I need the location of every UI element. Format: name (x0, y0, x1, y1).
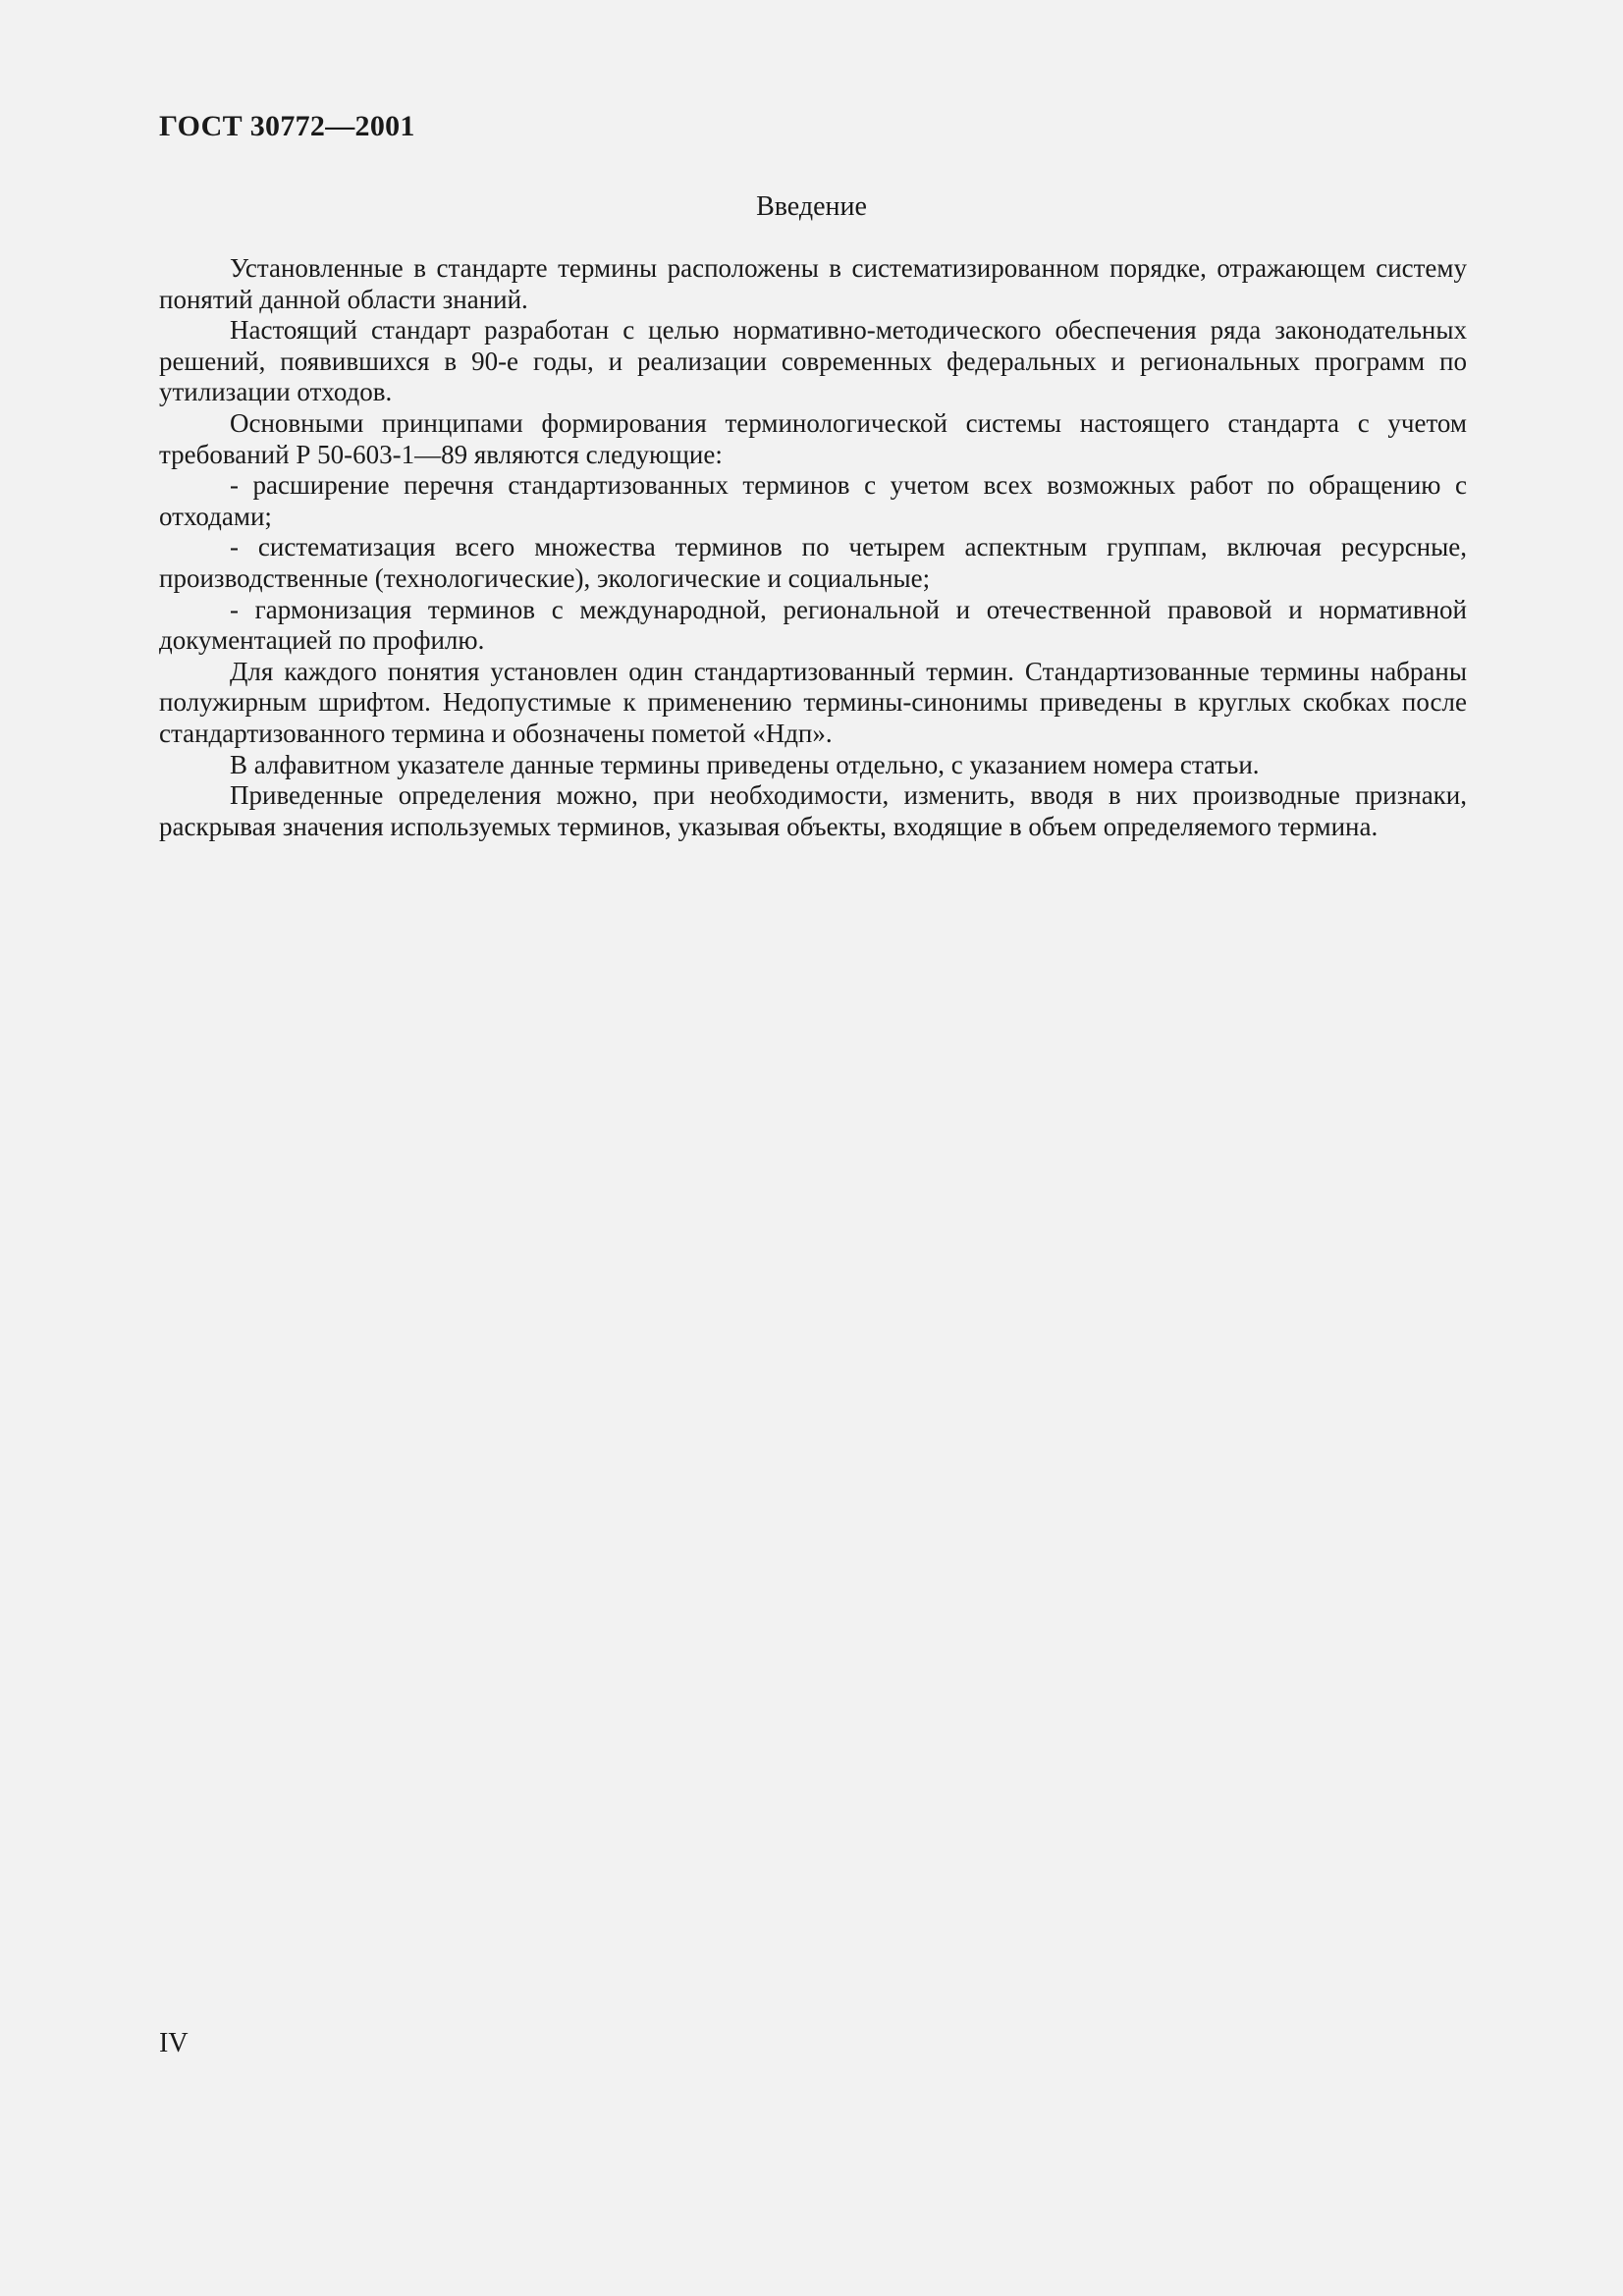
paragraph: В алфавитном указателе данные термины приведены отдельно, с указанием номера статьи. (230, 749, 1260, 779)
paragraph: Установленные в стандарте термины расположены в систематизированном порядке, отражающем систему понятий данной области знаний. (159, 253, 1467, 314)
introduction-body (159, 253, 1467, 842)
list-item: - гармонизация терминов с международной, региональной и отечественной правовой и нормативной документацией по профилю. (159, 594, 1467, 656)
list-item: - систематизация всего множества терминов по четырем аспектным группам, включая ресурсные, производственные (технологические), экологические и социальные; (159, 532, 1467, 593)
document-code: ГОСТ 30772—2001 (159, 110, 415, 142)
section-title: Введение (756, 191, 867, 222)
list-item: - расширение перечня стандартизованных терминов с учетом всех возможных работ по обращению с отходами; (159, 470, 1467, 531)
paragraph: Настоящий стандарт разработан с целью нормативно-методического обеспечения ряда законодательных решений, появившихся в 90-е годы, и реализации современных федеральных и региональных программ по утилизации отходов. (159, 315, 1467, 407)
paragraph: Основными принципами формирования терминологической системы настоящего стандарта с учетом требований Р 50-603-1—89 являются следующие: (159, 407, 1467, 469)
page-number: IV (159, 2028, 189, 2058)
paragraph: Для каждого понятия установлен один стандартизованный термин. Стандартизованные термины набраны полужирным шрифтом. Недопустимые к применению термины-синонимы приведены в круглых скобках после стандартизованного термина и обозначены пометой «Ндп». (159, 656, 1467, 748)
paragraph: Приведенные определения можно, при необходимости, изменить, вводя в них производные признаки, раскрывая значения используемых терминов, указывая объекты, входящие в объем определяемого термина. (159, 780, 1467, 841)
